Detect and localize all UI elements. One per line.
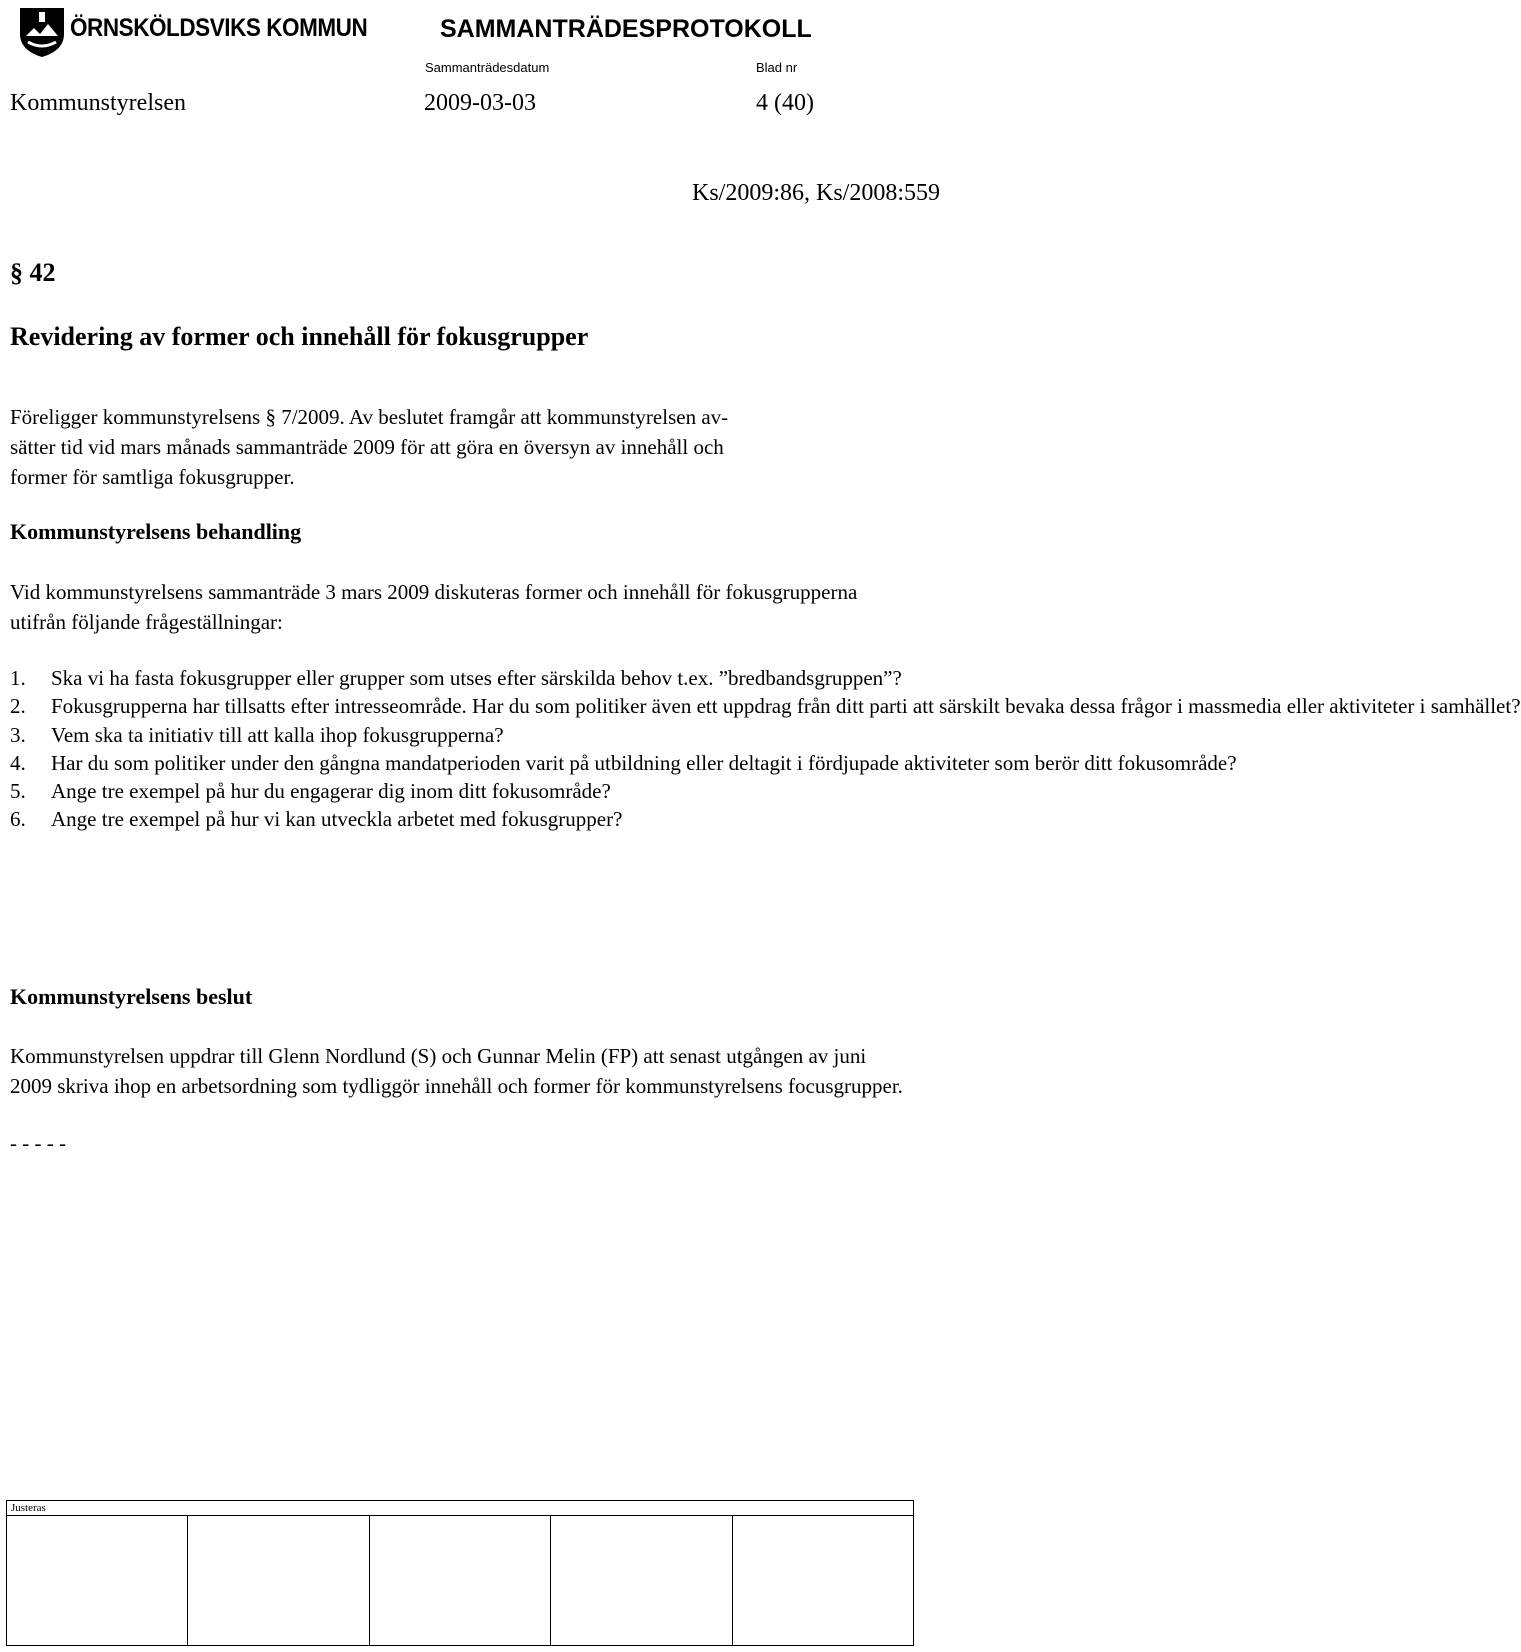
meeting-date: 2009-03-03 — [424, 90, 536, 116]
list-item-number: 1. — [10, 666, 26, 690]
list-item-text: Ange tre exempel på hur du engagerar dig inom ditt fokusområde? — [51, 779, 611, 804]
end-marker: - - - - - — [10, 1131, 66, 1155]
list-item-text: Ska vi ha fasta fokusgrupper eller grupper som utses efter särskilda behov t.ex. ”bredbandsgruppen”? — [51, 666, 902, 690]
handling-paragraph: Vid kommunstyrelsens sammanträde 3 mars 2009 diskuteras former och innehåll för fokusgrupperna utifrån följande frågeställningar: — [10, 580, 858, 634]
decision-paragraph: Kommunstyrelsen uppdrar till Glenn Nordlund (S) och Gunnar Melin (FP) att senast utgången av juni 2009 skriva ihop en arbetsordning som tydliggör innehåll och former för kommunstyrelsens focusgrupper. — [10, 1044, 903, 1098]
list-item-number: 3. — [10, 722, 26, 747]
list-item-number: 4. — [10, 750, 26, 775]
signature-cell — [369, 1516, 550, 1646]
question-list — [10, 664, 1521, 834]
justeras-label: Justeras — [7, 1501, 914, 1516]
list-item-number: 6. — [10, 807, 26, 832]
intro-line: Föreligger kommunstyrelsens § 7/2009. Av beslutet framgår att kommunstyrelsen av- — [10, 405, 729, 429]
organization-name: ÖRNSKÖLDSVIKS KOMMUN — [70, 14, 368, 42]
list-item-text: Fokusgrupperna har tillsatts efter intresseområde. Har du som politiker även ett uppdrag från ditt parti att särskilt bevaka dessa frågor i massmedia eller aktiviteter i samhället? — [51, 694, 1521, 719]
list-item — [10, 805, 910, 833]
handling-heading: Kommunstyrelsens behandling — [10, 519, 302, 544]
list-item-number: 5. — [10, 779, 26, 804]
document-type: SAMMANTRÄDESPROTOKOLL — [440, 15, 812, 43]
paragraph-number: § 42 — [10, 258, 56, 287]
list-item — [10, 777, 910, 805]
case-numbers: Ks/2009:86, Ks/2008:559 — [691, 180, 940, 206]
page-label: Blad nr — [756, 60, 798, 75]
intro-paragraph — [10, 402, 910, 492]
date-label: Sammanträdesdatum — [425, 60, 550, 75]
list-item-number: 2. — [10, 694, 26, 719]
signature-cell — [7, 1516, 188, 1646]
intro-line: sätter tid vid mars månads sammanträde 2009 för att göra en översyn av innehåll och — [10, 435, 724, 459]
list-item — [10, 721, 910, 749]
page-number: 4 (40) — [756, 90, 814, 116]
signature-cell — [551, 1516, 732, 1646]
list-item-text: Vem ska ta initiativ till att kalla ihop fokusgrupperna? — [51, 722, 504, 747]
intro-line: former för samtliga fokusgrupper. — [10, 465, 295, 489]
list-item — [10, 692, 1521, 720]
list-item — [10, 749, 1237, 777]
page-title: Revidering av former och innehåll för fokusgrupper — [10, 322, 589, 351]
list-item-text: Har du som politiker under den gångna mandatperioden varit på utbildning eller deltagit i fördjupade aktiviteter som berör ditt fokusområde? — [51, 750, 1237, 775]
signature-cell — [188, 1516, 369, 1646]
municipality-crest-icon — [18, 6, 66, 58]
list-item — [10, 664, 910, 692]
signature-cell — [732, 1516, 913, 1646]
list-item-text: Ange tre exempel på hur vi kan utveckla arbetet med fokusgrupper? — [51, 807, 623, 832]
decision-heading: Kommunstyrelsens beslut — [10, 984, 253, 1009]
committee-name: Kommunstyrelsen — [10, 90, 186, 116]
signature-table — [6, 1500, 914, 1646]
